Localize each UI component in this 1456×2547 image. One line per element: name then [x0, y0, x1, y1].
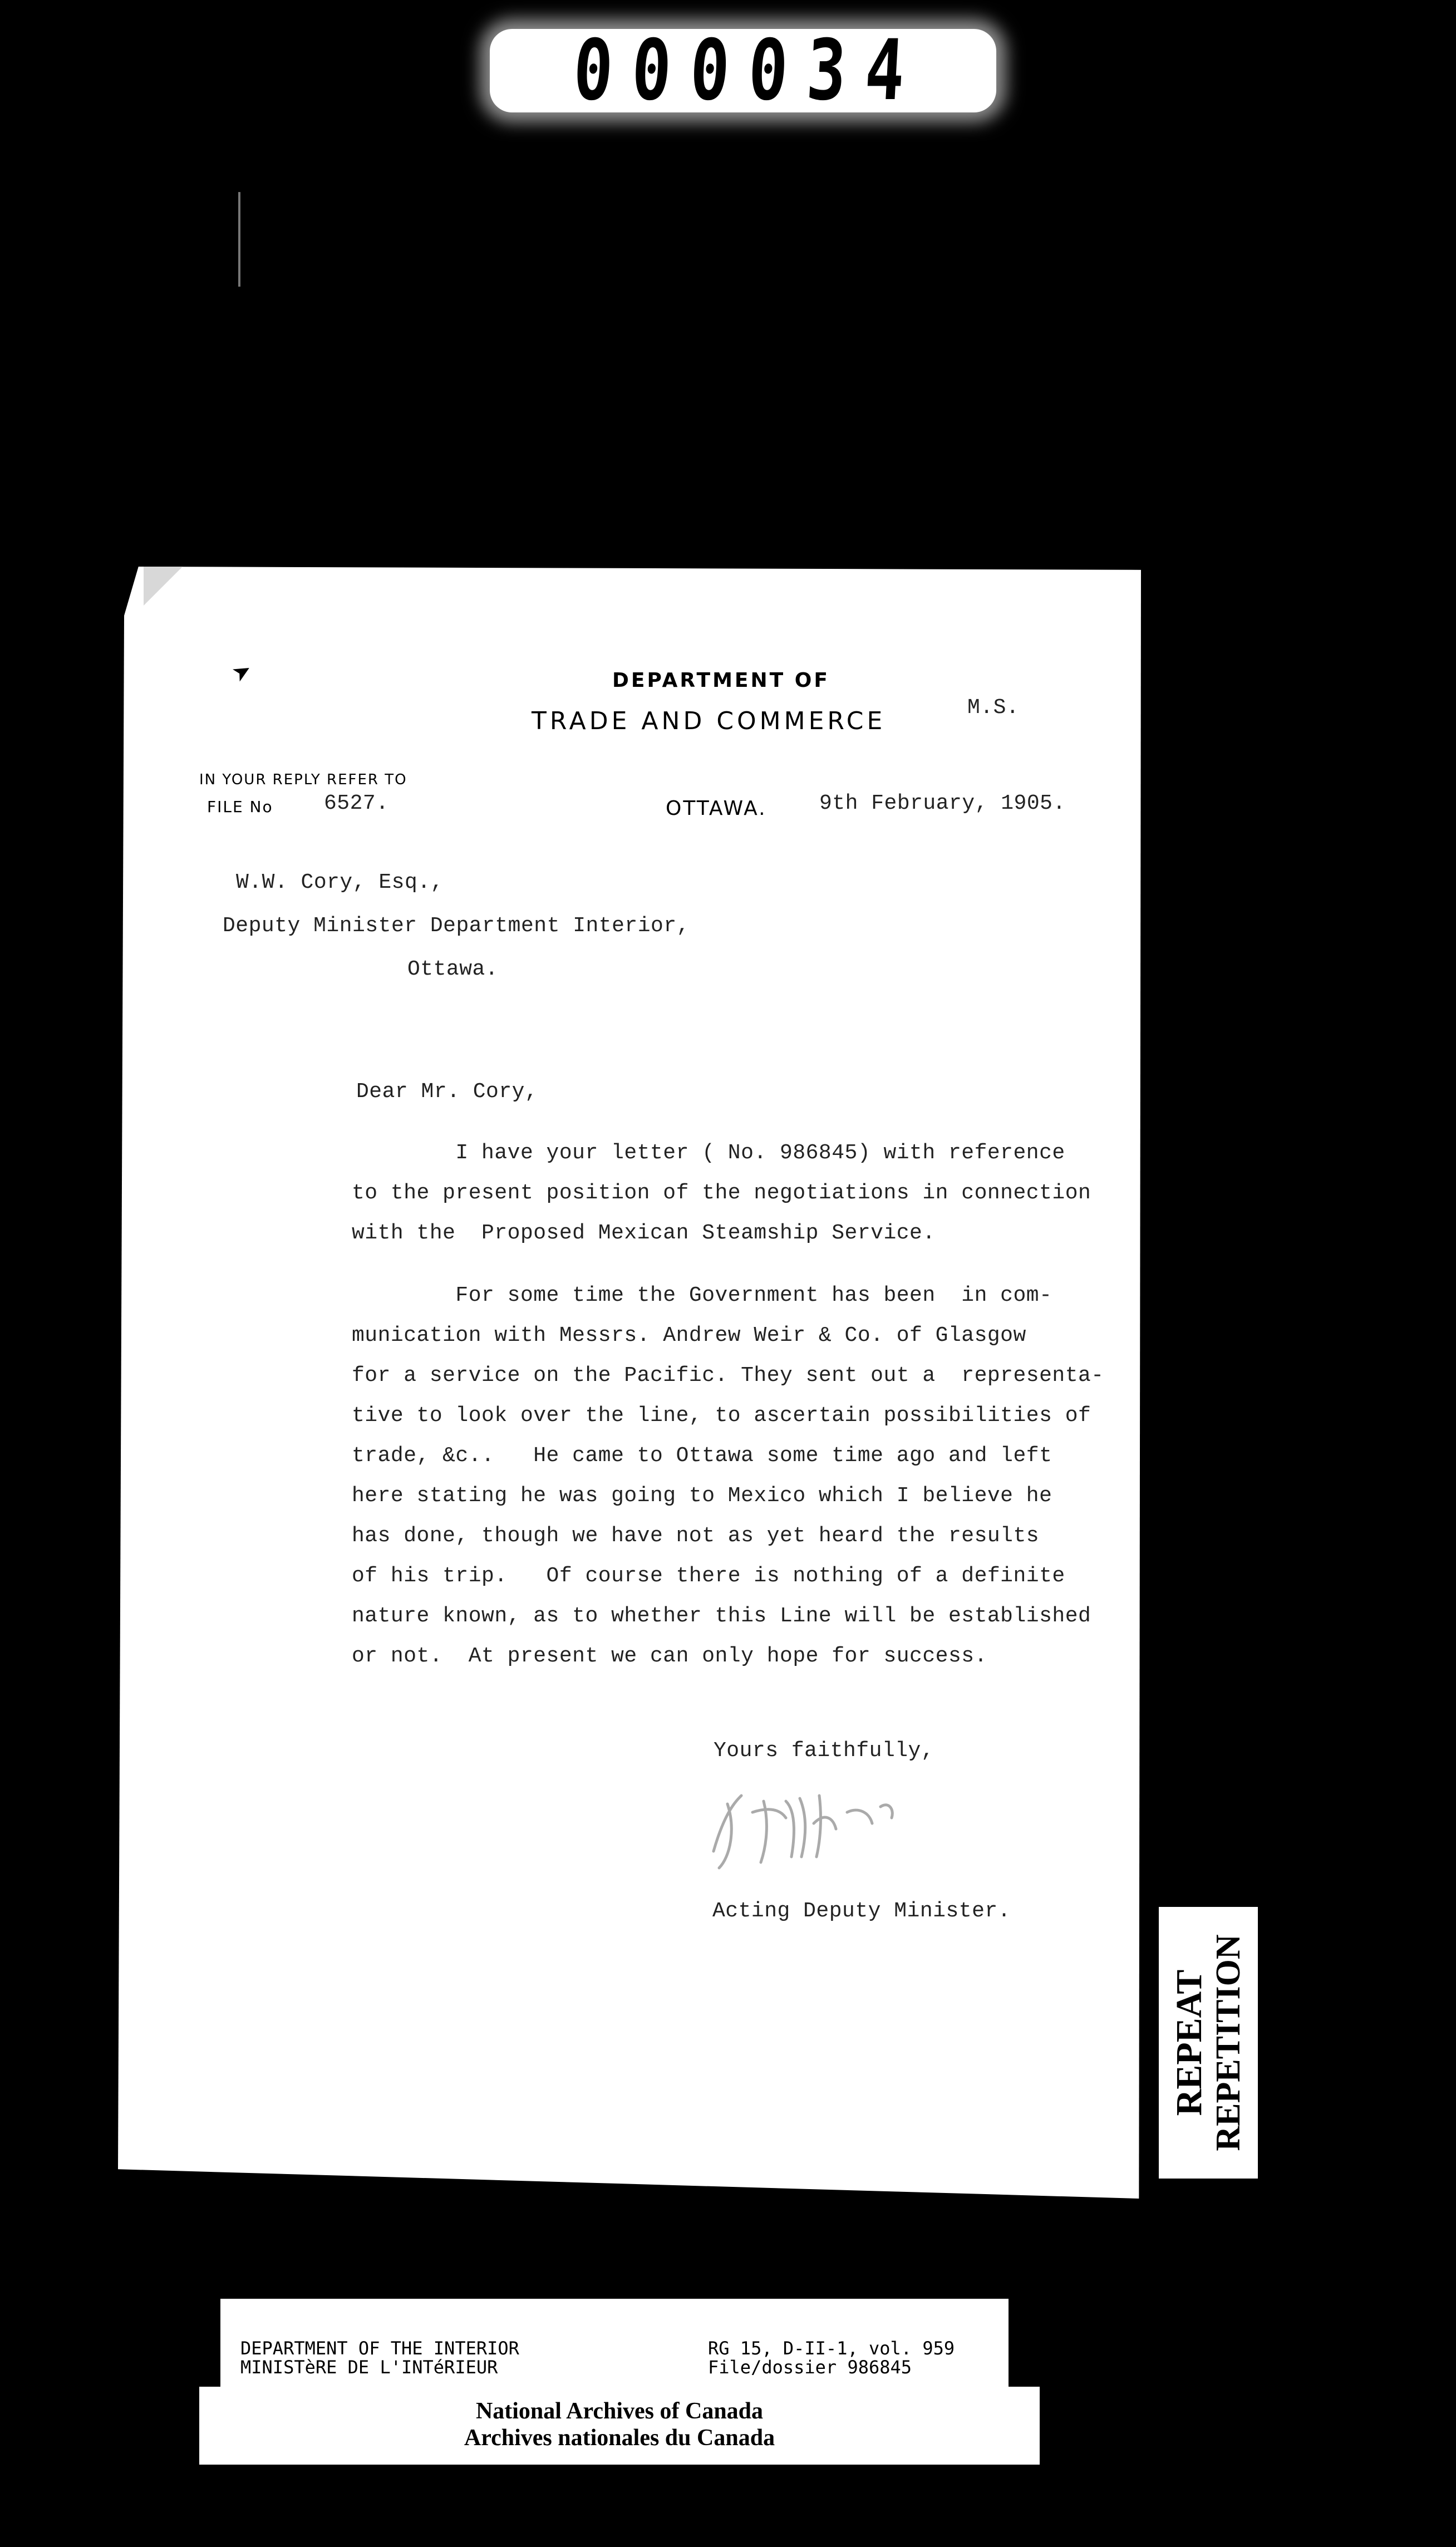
body-line: trade, &c.. He came to Ottawa some time ago and left	[352, 1444, 1052, 1468]
repeat-text: REPEAT	[1169, 1969, 1209, 2116]
body-line: munication with Messrs. Andrew Weir & Co. of Glasgow	[352, 1324, 1026, 1348]
salutation: Dear Mr. Cory,	[356, 1080, 538, 1104]
national-archives-label	[199, 2387, 1040, 2465]
archives-french: Archives nationales du Canada	[464, 2425, 775, 2451]
pencil-tick-mark: ➤	[227, 656, 257, 688]
body-line: here stating he was going to Mexico which I believe he	[352, 1484, 1052, 1508]
repetition-text: REPETITION	[1209, 1934, 1247, 2151]
body-line: tive to look over the line, to ascertain possibilities of	[352, 1404, 1091, 1428]
file-dossier-ref: File/dossier 986845	[708, 2357, 912, 2378]
signer-title: Acting Deputy Minister.	[712, 1899, 1011, 1923]
film-tick-mark	[238, 192, 240, 287]
frame-number-label	[490, 22, 996, 119]
recipient-name: W.W. Cory, Esq.,	[236, 871, 444, 894]
reply-refer-label: IN YOUR REPLY REFER TO	[199, 771, 407, 788]
file-number: 6527.	[324, 791, 389, 815]
frame-number: 000034	[570, 22, 927, 119]
record-group-ref: RG 15, D-II-1, vol. 959	[708, 2338, 955, 2359]
body-line: of his trip. Of course there is nothing of a definite	[352, 1564, 1065, 1588]
repeat-sticker	[1159, 1907, 1258, 2179]
body-line: I have your letter ( No. 986845) with reference	[352, 1141, 1065, 1165]
letter-initials: M.S.	[967, 696, 1020, 720]
body-line: For some time the Government has been in com-	[352, 1284, 1052, 1307]
letterhead-department-of: DEPARTMENT OF	[612, 669, 830, 692]
letter-city: OTTAWA.	[666, 797, 767, 820]
body-line: with the Proposed Mexican Steamship Service.	[352, 1221, 936, 1245]
file-number-label: FILE No	[207, 798, 273, 816]
recipient-city: Ottawa.	[407, 957, 499, 981]
department-archive-label	[220, 2299, 1009, 2387]
closing: Yours faithfully,	[714, 1739, 934, 1763]
recipient-title: Deputy Minister Department Interior,	[223, 914, 690, 938]
body-line: for a service on the Pacific. They sent out a representa-	[352, 1364, 1104, 1388]
handwritten-signature	[702, 1779, 970, 1874]
archives-english: National Archives of Canada	[475, 2398, 764, 2424]
letter-date: 9th February, 1905.	[819, 791, 1066, 815]
body-line: to the present position of the negotiations in connection	[352, 1181, 1091, 1205]
letterhead-department-name: TRADE AND COMMERCE	[532, 707, 886, 735]
body-line: has done, though we have not as yet heard the results	[352, 1524, 1040, 1548]
body-line: nature known, as to whether this Line will be established	[352, 1604, 1091, 1628]
dept-english: DEPARTMENT OF THE INTERIOR	[240, 2338, 519, 2359]
body-line: or not. At present we can only hope for success.	[352, 1644, 987, 1668]
dept-french: MINISTèRE DE L'INTéRIEUR	[240, 2357, 498, 2378]
